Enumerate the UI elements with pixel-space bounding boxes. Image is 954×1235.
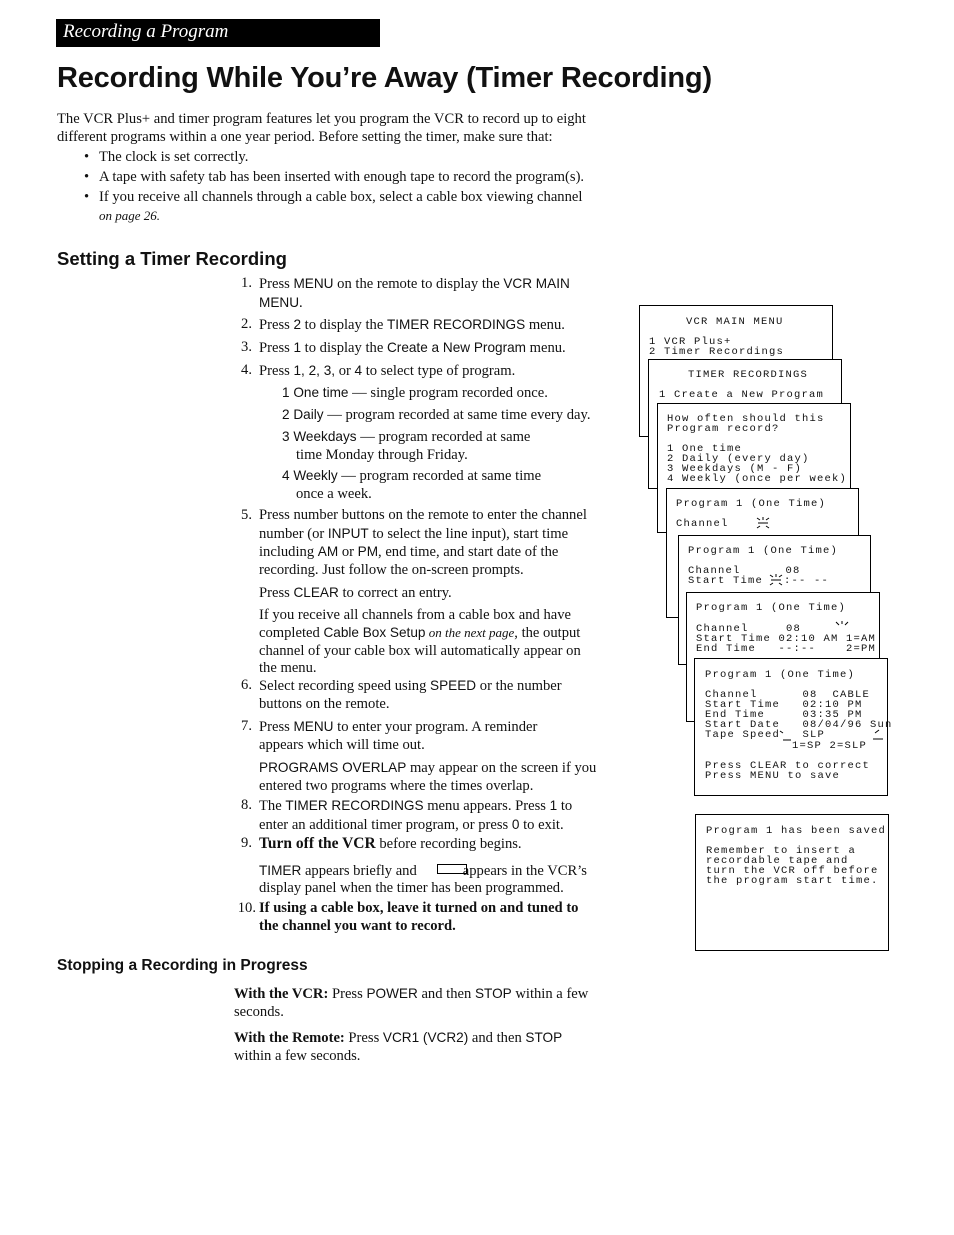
- intro-line: The VCR Plus+ and timer program features let you program the VCR to record up to eight: [57, 111, 586, 127]
- option-one-time: 1 One time — single program recorded once.: [282, 385, 548, 401]
- step-number: 7.: [241, 718, 252, 734]
- step-number: 4.: [241, 362, 252, 378]
- step-number: 6.: [241, 677, 252, 693]
- step-7: Press MENU to enter your program. A reminder appears which will time out. PROGRAMS OVERLAP may appear on the screen if you entered two programs where the times overlap.: [259, 719, 597, 794]
- option-weekdays: 3 Weekdays — program recorded at same time Monday through Friday.: [282, 429, 531, 463]
- step-number: 10.: [237, 900, 256, 916]
- step-number: 9.: [241, 835, 252, 851]
- page-reference: on page 26.: [99, 207, 161, 223]
- option-weekly: 4 Weekly — program recorded at same time once a week.: [282, 468, 542, 502]
- step-8: The TIMER RECORDINGS menu appears. Press 1 to enter an additional timer program, or press 0 to exit.: [259, 798, 573, 833]
- step-5: Press number buttons on the remote to enter the channel number (or INPUT to select the line input), start time including AM or PM, end time, and start date of the recording. Just follow the on-screen prompts. Press CLEAR to correct an entry. If you receive all channels from a cable box and have completed Cable Box Setup on the next page, the output channel of your cable box will automatically appear on the menu.: [259, 507, 587, 676]
- list-item: [84, 189, 644, 225]
- step-3: Press 1 to display the Create a New Program menu.: [259, 340, 566, 356]
- osd-how-often: How often should this Program record? 1 One time 2 Daily (every day) 3 Weekdays (M - F) 4 Weekly (once per week): [657, 403, 851, 533]
- step-1: Press MENU on the remote to display the VCR MAIN MENU.: [259, 276, 570, 311]
- step-6: Select recording speed using SPEED or the number buttons on the remote.: [259, 678, 562, 712]
- page-title: Recording While You’re Away (Timer Recording): [57, 62, 712, 94]
- osd-program-end-time: Program 1 (One Time) Channel 08 Start Time 02:10 AM 1=AM End Time --:-- 2=PM: [686, 592, 880, 722]
- list-item: • The clock is set correctly.: [84, 149, 644, 167]
- blinking-cursor-icon: [756, 517, 770, 529]
- intro-paragraph: [57, 111, 627, 146]
- prerequisite-list: [84, 149, 644, 228]
- step-9: Turn off the VCR before recording begins. TIMER appears briefly and appears in the VCR’s display panel when the timer has been programmed.: [259, 835, 587, 896]
- section-heading-stopping: Stopping a Recording in Progress: [57, 957, 308, 974]
- stop-with-remote: With the Remote: Press VCR1 (VCR2) and then STOP within a few seconds.: [234, 1030, 563, 1064]
- intro-line: different programs within a one year period. Before setting the timer, make sure that:: [57, 128, 553, 145]
- osd-vcr-main-menu: VCR MAIN MENU 1 VCR Plus+ 2 Timer Recordings: [639, 305, 833, 437]
- list-item: • A tape with safety tab has been inserted with enough tape to record the program(s).: [84, 169, 644, 187]
- osd-program-start-time: Program 1 (One Time) Channel 08 Start Time :-- --: [678, 535, 871, 665]
- step-number: 8.: [241, 797, 252, 813]
- step-number: 2.: [241, 316, 252, 332]
- step-10: If using a cable box, leave it turned on and tuned to the channel you want to record.: [259, 900, 579, 934]
- blinking-cursor-icon: [871, 729, 885, 741]
- step-4: Press 1, 2, 3, or 4 to select type of program.: [259, 363, 516, 379]
- osd-program-saved: Program 1 has been saved Remember to insert a recordable tape and turn the VCR off before the program start time.: [695, 814, 889, 951]
- section-tab: Recording a Program: [56, 19, 380, 47]
- option-daily: 2 Daily — program recorded at same time every day.: [282, 407, 591, 423]
- osd-program-summary: Program 1 (One Time) Channel 08 CABLE Start Time 02:10 PM End Time 03:35 PM Start Date 08/04/96 Sun Tape Speed SLP 1=SP 2=SLP Press CLEAR to correct Press MENU to save: [694, 658, 888, 796]
- osd-timer-recordings: TIMER RECORDINGS 1 Create a New Program: [648, 359, 842, 489]
- blinking-cursor-icon: [835, 621, 849, 633]
- step-number: 3.: [241, 339, 252, 355]
- step-2: Press 2 to display the TIMER RECORDINGS menu.: [259, 317, 565, 333]
- step-number: 5.: [241, 507, 252, 523]
- timer-indicator-icon: [437, 864, 467, 874]
- osd-program-channel: Program 1 (One Time) Channel: [666, 488, 859, 618]
- blinking-cursor-icon: [779, 730, 793, 742]
- blinking-cursor-icon: [769, 574, 783, 586]
- section-heading-setting: Setting a Timer Recording: [57, 248, 287, 269]
- stop-with-vcr: With the VCR: Press POWER and then STOP within a few seconds.: [234, 986, 589, 1020]
- step-number: 1.: [241, 275, 252, 291]
- list-item-text: If you receive all channels through a cable box, select a cable box viewing channel: [99, 189, 583, 205]
